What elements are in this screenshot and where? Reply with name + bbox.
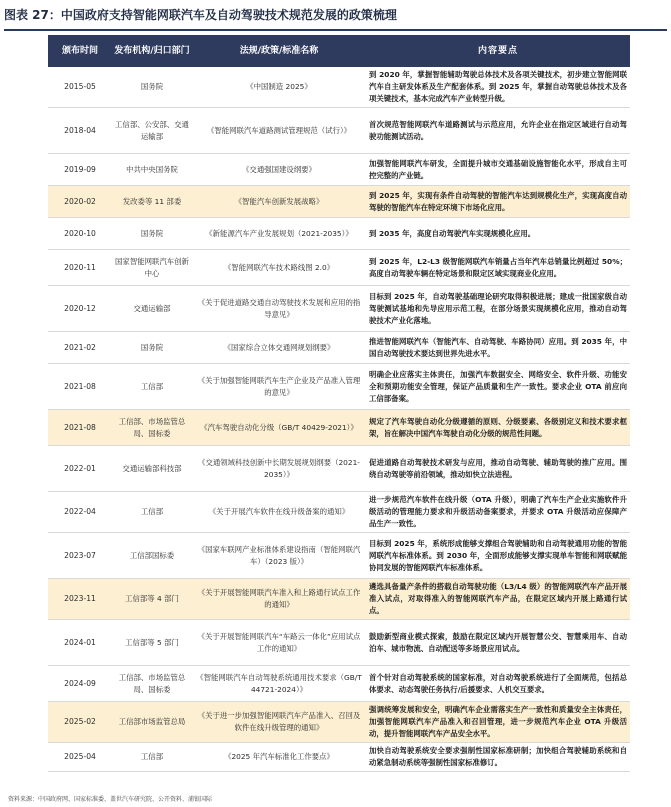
row-policy-name: 《中国制造 2025》 [192,67,366,108]
row-time: 2025-04 [48,743,112,772]
row-key-points: 明确企业应落实主体责任，加强汽车数据安全、网络安全、软件升级、功能安全和预期功能安全管理，保证产品质量和生产一致性。要求企业 OTA 前应向工信部备案。 [366,364,630,410]
row-key-points: 到 2020 年，掌握智能辅助驾驶总体技术及各项关键技术，初步建立智能网联汽车自主研发体系及生产配套体系。到 2025 年，掌握自动驾驶总体技术及各项关键技术，基本完成汽车产业转型升级。 [366,67,630,108]
header-time: 颁布时间 [48,35,112,67]
row-policy-name: 《智能汽车创新发展战略》 [192,186,366,218]
row-org: 国家智能网联汽车创新中心 [112,250,192,286]
row-org: 工信部、市场监管总局、国标委 [112,410,192,446]
row-time: 2022-01 [48,446,112,492]
row-org: 工信部国标委 [112,533,192,579]
row-time: 2015-05 [48,67,112,108]
row-key-points: 加强智能网联汽车研发，全面提升城市交通基础设施智能化水平，形成自主可控完整的产业链。 [366,154,630,186]
row-key-points: 遴选具备量产条件的搭载自动驾驶功能（L3/L4 级）的智能网联汽车产品开展准入试点，对取得准入的智能网联汽车产品，在限定区域内开展上路通行试点。 [366,579,630,620]
row-policy-name: 《国家车联网产业标准体系建设指南（智能网联汽车）（2023 版）》 [192,533,366,579]
table-row [48,410,630,446]
row-policy-name: 《新能源汽车产业发展规划（2021-2035）》 [192,218,366,250]
table-row [48,666,630,702]
row-org: 国务院 [112,67,192,108]
header-org: 发布机构/归口部门 [112,35,192,67]
row-time: 2020-10 [48,218,112,250]
row-org: 工信部 [112,364,192,410]
row-org: 中共中央国务院 [112,154,192,186]
table-row [48,492,630,533]
row-org: 交通运输部科技部 [112,446,192,492]
table-row [48,67,630,108]
row-key-points: 到 2035 年，高度自动驾驶汽车实现规模化应用。 [366,218,630,250]
row-policy-name: 《关于开展汽车软件在线升级备案的通知》 [192,492,366,533]
table-row [48,186,630,218]
source-note: 资料来源：中国政府网、国家标准委、盖世汽车研究院、公开资料、浦银国际 [8,796,213,803]
row-time: 2024-09 [48,666,112,702]
row-org: 发改委等 11 部委 [112,186,192,218]
table-row [48,579,630,620]
title-divider [4,29,667,31]
table-row [48,702,630,743]
table-row [48,620,630,666]
row-time: 2023-11 [48,579,112,620]
row-time: 2019-09 [48,154,112,186]
row-time: 2021-02 [48,332,112,364]
page-title: 图表 27：中国政府支持智能网联汽车及自动驾驶技术规范发展的政策梳理 [4,8,397,22]
table-row [48,446,630,492]
policy-table [48,35,630,772]
row-key-points: 首次规范智能网联汽车道路测试与示范应用，允许企业在指定区域进行自动驾驶功能测试活动。 [366,108,630,154]
row-key-points: 规定了汽车驾驶自动化分级遵循的原则、分级要素、各级别定义和技术要求框架，旨在解决中国汽车驾驶自动化分级的规范性问题。 [366,410,630,446]
table-row [48,218,630,250]
row-policy-name: 《智能网联汽车技术路线图 2.0》 [192,250,366,286]
row-time: 2024-01 [48,620,112,666]
row-key-points: 到 2025 年，实现有条件自动驾驶的智能汽车达到规模化生产，实现高度自动驾驶的智能汽车在特定环境下市场化应用。 [366,186,630,218]
row-policy-name: 《智能网联汽车自动驾驶系统通用技术要求（GB/T 44721-2024）》 [192,666,366,702]
row-time: 2020-12 [48,286,112,332]
header-key-points: 内容要点 [366,35,630,67]
row-key-points: 鼓励新型商业模式探索，鼓励在限定区域内开展智慧公交、智慧乘用车、自动泊车、城市物流、自动配送等多场景应用试点。 [366,620,630,666]
row-policy-name: 《关于促进道路交通自动驾驶技术发展和应用的指导意见》 [192,286,366,332]
row-policy-name: 《关于开展智能网联汽车“车路云一体化”应用试点工作的通知》 [192,620,366,666]
row-key-points: 到 2025 年，L2-L3 级智能网联汽车销量占当年汽车总销量比例超过 50%；高度自动驾驶车辆在特定场景和限定区域实现商业化应用。 [366,250,630,286]
table-row [48,533,630,579]
row-org: 工信部、公安部、交通运输部 [112,108,192,154]
row-org: 工信部市场监管总局 [112,702,192,743]
row-key-points: 首个针对自动驾驶系统的国家标准，对自动驾驶系统进行了全面规范，包括总体要求、动态驾驶任务执行/后援要求、人机交互要求。 [366,666,630,702]
table-row [48,743,630,772]
row-policy-name: 《关于进一步加强智能网联汽车产品准入、召回及软件在线升级管理的通知》 [192,702,366,743]
row-time: 2020-11 [48,250,112,286]
table-row [48,286,630,332]
row-key-points: 促进道路自动驾驶技术研发与应用，推动自动驾驶、辅助驾驶的推广应用。围绕自动驾驶等前沿领域，推动如快立法进程。 [366,446,630,492]
row-key-points: 进一步规范汽车软件在线升级（OTA 升级），明确了汽车生产企业实施软件升级活动的管理能力要求和升级活动备案要求，并要求 OTA 升级活动应保障产品生产一致性。 [366,492,630,533]
row-policy-name: 《关于加强智能网联汽车生产企业及产品准入管理的意见》 [192,364,366,410]
table-row [48,108,630,154]
row-key-points: 目标到 2025 年，自动驾驶基础理论研究取得积极进展；建成一批国家级自动驾驶测试基地和先导应用示范工程，在部分场景实现规模化应用，推动自动驾驶技术产业化落地。 [366,286,630,332]
row-time: 2018-04 [48,108,112,154]
row-org: 工信部、市场监管总局、国标委 [112,666,192,702]
table-row [48,250,630,286]
table-row [48,332,630,364]
row-policy-name: 《智能网联汽车道路测试管理规范（试行）》 [192,108,366,154]
row-time: 2025-02 [48,702,112,743]
row-key-points: 目标到 2025 年，系统形成能够支撑组合驾驶辅助和自动驾驶通用功能的智能网联汽车标准体系。到 2030 年，全面形成能够支撑实现单车智能和网联赋能协同发展的智能网联汽车标准体系。 [366,533,630,579]
row-time: 2021-08 [48,364,112,410]
row-org: 工信部 [112,743,192,772]
row-time: 2022-04 [48,492,112,533]
row-policy-name: 《汽车驾驶自动化分级（GB/T 40429-2021）》 [192,410,366,446]
row-time: 2023-07 [48,533,112,579]
table-row [48,154,630,186]
row-policy-name: 《交通强国建设纲要》 [192,154,366,186]
header-name: 法规/政策/标准名称 [192,35,366,67]
row-time: 2020-02 [48,186,112,218]
table-header-row [48,35,630,67]
row-org: 国务院 [112,218,192,250]
row-org: 工信部 [112,492,192,533]
row-org: 工信部等 5 部门 [112,620,192,666]
row-key-points: 推进智能网联汽车（智能汽车、自动驾驶、车路协同）应用。到 2035 年，中国自动驾驶技术要达到世界先进水平。 [366,332,630,364]
row-policy-name: 《交通领域科技创新中长期发展规划纲要（2021-2035）》 [192,446,366,492]
row-org: 国务院 [112,332,192,364]
row-policy-name: 《国家综合立体交通网规划纲要》 [192,332,366,364]
table-row [48,364,630,410]
row-time: 2021-08 [48,410,112,446]
row-key-points: 强调统筹发展和安全，明确汽车企业需落实生产一致性和质量安全主体责任，加强智能网联汽车产品准入和召回管理，进一步规范汽车企业 OTA 升级活动，提升智能网联汽车产品安全水平。 [366,702,630,743]
row-key-points: 加快自动驾驶系统安全要求强制性国家标准研制；加快组合驾驶辅助系统和自动紧急制动系统等强制性国家标准修订。 [366,743,630,772]
row-policy-name: 《关于开展智能网联汽车准入和上路通行试点工作的通知》 [192,579,366,620]
row-org: 交通运输部 [112,286,192,332]
row-org: 工信部等 4 部门 [112,579,192,620]
row-policy-name: 《2025 年汽车标准化工作要点》 [192,743,366,772]
